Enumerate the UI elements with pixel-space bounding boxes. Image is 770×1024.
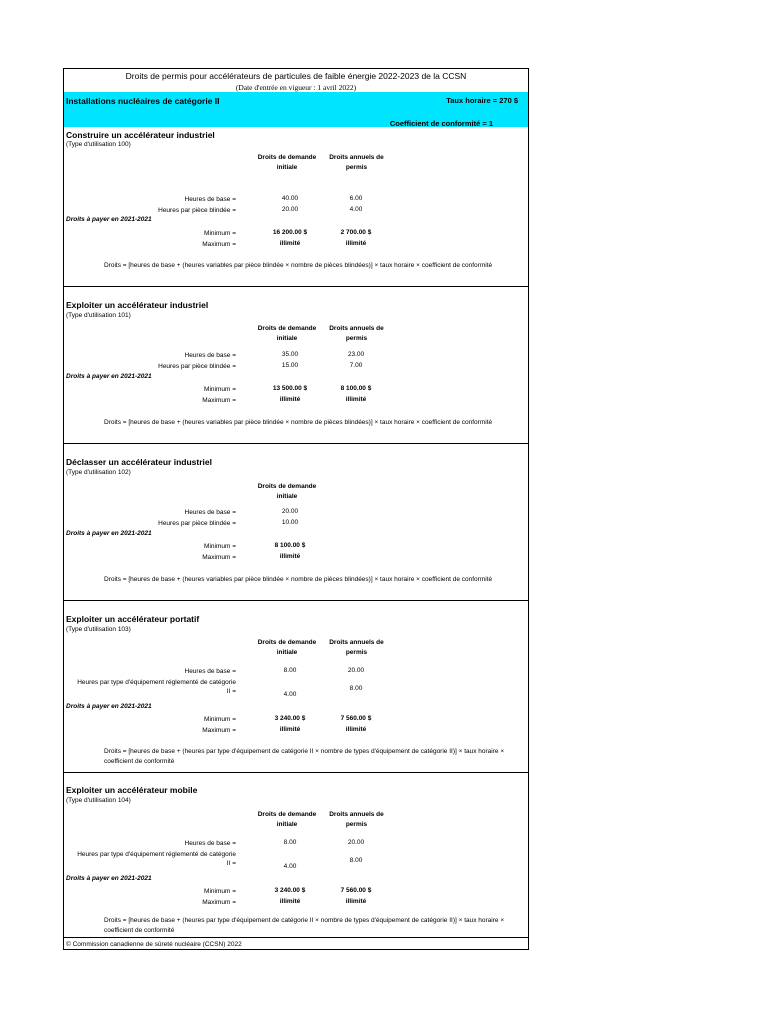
hourly-rate: Taux horaire = 270 $ (446, 96, 518, 105)
shield-hours-label: Heures par pièce blindée = (158, 363, 236, 370)
annual-fee-header: Droits annuels de permis (329, 811, 384, 828)
section-heading: Construire un accélérateur industriel (66, 130, 215, 140)
maximum-initial: illimité (279, 898, 301, 905)
shield-hours-initial: 10.00 (281, 519, 299, 526)
fee-formula: Droits = [heures de base + (heures variables par pièce blindée × nombre de pièces blindées)] × taux horaire × coefficient de conformité (104, 576, 493, 583)
copyright-footer: © Commission canadienne de sûreté nucléaire (CCSN) 2022 (66, 941, 242, 948)
base-hours-initial: 40.00 (281, 195, 299, 202)
initial-fee-header: Droits de demande initiale (257, 811, 317, 828)
payable-label: Droits à payer en 2021-2021 (66, 373, 152, 380)
fee-formula: Droits = [heures de base + (heures par type d'équipement de catégorie II × nombre de types d'équipement de catégorie II)] × taux horaire × coefficient de conformité (104, 917, 505, 934)
payable-label: Droits à payer en 2021-2021 (66, 875, 152, 882)
maximum-initial: illimité (279, 240, 301, 247)
minimum-annual: 2 700.00 $ (340, 229, 372, 236)
maximum-label: Maximum = (202, 727, 236, 734)
section-heading: Exploiter un accélérateur mobile (66, 785, 198, 795)
equipment-hours-initial: 4.00 (283, 691, 297, 698)
equipment-hours-label: Heures par type d'équipement réglementé de catégorie II = (77, 679, 236, 695)
fee-sheet (63, 68, 529, 950)
base-hours-label: Heures de base = (184, 840, 236, 847)
base-hours-initial: 20.00 (281, 508, 299, 515)
annual-fee-header: Droits annuels de permis (329, 325, 384, 342)
base-hours-annual: 20.00 (347, 667, 365, 674)
document-title: Droits de permis pour accélérateurs de particules de faible énergie 2022-2023 de la CCSN (125, 71, 467, 81)
shield-hours-label: Heures par pièce blindée = (158, 207, 236, 214)
annual-fee-header: Droits annuels de permis (329, 154, 384, 171)
maximum-annual: illimité (345, 898, 367, 905)
usage-type: (Type d'utilisation 103) (66, 626, 131, 633)
base-hours-label: Heures de base = (184, 196, 236, 203)
fee-formula: Droits = [heures de base + (heures variables par pièce blindée × nombre de pièces blindées)] × taux horaire × coefficient de conformité (104, 262, 493, 269)
section-heading: Exploiter un accélérateur portatif (66, 614, 200, 624)
base-hours-label: Heures de base = (184, 668, 236, 675)
maximum-initial: illimité (279, 726, 301, 733)
usage-type: (Type d'utilisation 100) (66, 141, 131, 148)
section-operate-portable (64, 600, 528, 773)
minimum-initial: 3 240.00 $ (274, 715, 306, 722)
base-hours-annual: 23.00 (347, 351, 365, 358)
effective-date: (Date d'entrée en vigueur : 1 avril 2022) (235, 83, 357, 92)
base-hours-initial: 8.00 (283, 839, 297, 846)
base-hours-label: Heures de base = (184, 509, 236, 516)
minimum-annual: 7 560.00 $ (340, 887, 372, 894)
base-hours-initial: 35.00 (281, 351, 299, 358)
minimum-annual: 8 100.00 $ (340, 385, 372, 392)
maximum-annual: illimité (345, 396, 367, 403)
shield-hours-label: Heures par pièce blindée = (158, 520, 236, 527)
maximum-label: Maximum = (202, 554, 236, 561)
fee-formula: Droits = [heures de base + (heures par type d'équipement de catégorie II × nombre de types d'équipement de catégorie II)] × taux horaire × coefficient de conformité (104, 748, 505, 765)
initial-fee-header: Droits de demande initiale (257, 639, 317, 656)
initial-fee-header: Droits de demande initiale (257, 154, 317, 171)
maximum-annual: illimité (345, 726, 367, 733)
annual-fee-header: Droits annuels de permis (329, 639, 384, 656)
equipment-hours-annual: 8.00 (349, 857, 363, 864)
payable-label: Droits à payer en 2021-2021 (66, 530, 152, 537)
usage-type: (Type d'utilisation 102) (66, 469, 131, 476)
minimum-label: Minimum = (204, 386, 236, 393)
initial-fee-header: Droits de demande initiale (257, 483, 317, 500)
minimum-initial: 13 500.00 $ (272, 385, 308, 392)
shield-hours-initial: 20.00 (281, 206, 299, 213)
section-operate-mobile (64, 772, 528, 939)
base-hours-annual: 6.00 (349, 195, 363, 202)
maximum-initial: illimité (279, 553, 301, 560)
minimum-label: Minimum = (204, 716, 236, 723)
minimum-annual: 7 560.00 $ (340, 715, 372, 722)
minimum-label: Minimum = (204, 543, 236, 550)
shield-hours-annual: 4.00 (349, 206, 363, 213)
section-operate-industrial (64, 286, 528, 444)
category-band (64, 92, 528, 127)
section-construct-industrial (64, 127, 528, 283)
category-label: Installations nucléaires de catégorie II (66, 96, 220, 106)
fee-formula: Droits = [heures de base + (heures variables par pièce blindée × nombre de pièces blindées)] × taux horaire × coefficient de conformité (104, 419, 493, 426)
shield-hours-annual: 7.00 (349, 362, 363, 369)
maximum-label: Maximum = (202, 899, 236, 906)
base-hours-annual: 20.00 (347, 839, 365, 846)
shield-hours-initial: 15.00 (281, 362, 299, 369)
maximum-label: Maximum = (202, 241, 236, 248)
compliance-coefficient: Coefficient de conformité = 1 (389, 119, 493, 128)
payable-label: Droits à payer en 2021-2021 (66, 703, 152, 710)
section-heading: Déclasser un accélérateur industriel (66, 457, 212, 467)
base-hours-initial: 8.00 (283, 667, 297, 674)
maximum-label: Maximum = (202, 397, 236, 404)
section-decommission-industrial (64, 443, 528, 601)
payable-label: Droits à payer en 2021-2021 (66, 216, 152, 223)
equipment-hours-annual: 8.00 (349, 685, 363, 692)
minimum-label: Minimum = (204, 888, 236, 895)
minimum-initial: 8 100.00 $ (274, 542, 306, 549)
minimum-initial: 16 200.00 $ (272, 229, 308, 236)
equipment-hours-label: Heures par type d'équipement réglementé de catégorie II = (77, 851, 236, 867)
equipment-hours-initial: 4.00 (283, 863, 297, 870)
usage-type: (Type d'utilisation 101) (66, 312, 131, 319)
maximum-annual: illimité (345, 240, 367, 247)
maximum-initial: illimité (279, 396, 301, 403)
minimum-initial: 3 240.00 $ (274, 887, 306, 894)
section-heading: Exploiter un accélérateur industriel (66, 300, 209, 310)
initial-fee-header: Droits de demande initiale (257, 325, 317, 342)
base-hours-label: Heures de base = (184, 352, 236, 359)
usage-type: (Type d'utilisation 104) (66, 797, 131, 804)
minimum-label: Minimum = (204, 230, 236, 237)
footer-divider (64, 937, 528, 938)
